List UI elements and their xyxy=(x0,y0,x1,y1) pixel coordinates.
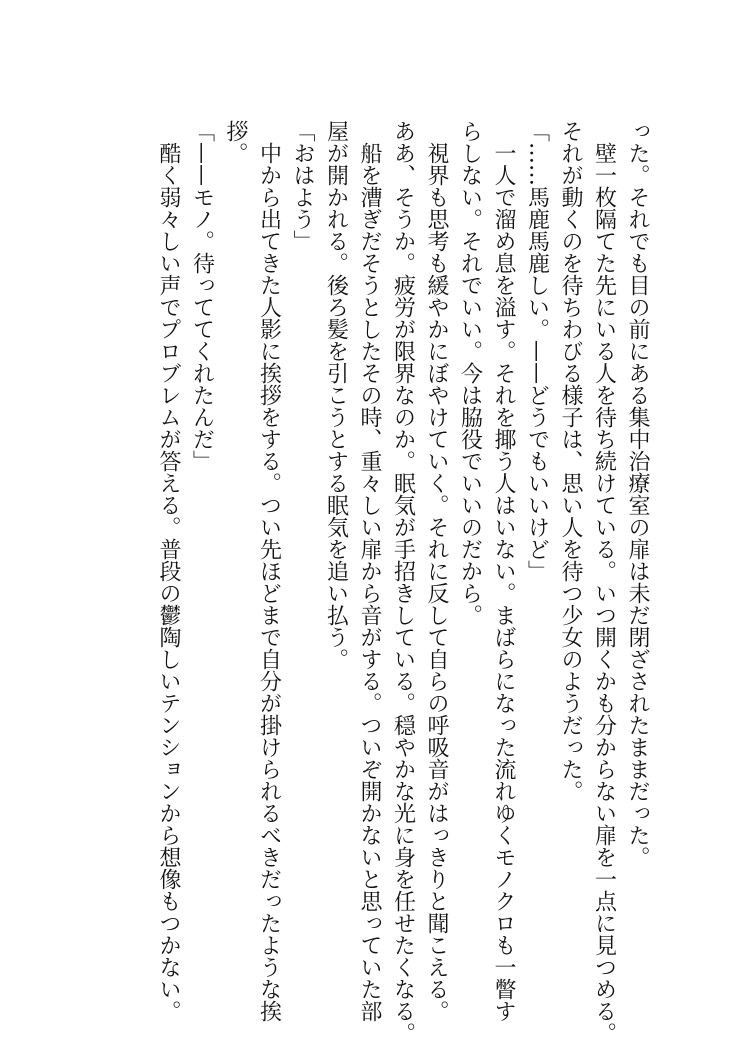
text-line: 視界も思考も緩やかにぼやけていく。それに反して自らの呼吸音がはっきりと聞こえる。 xyxy=(424,120,449,1022)
text-line: 「——モノ。待っててくれたんだ」 xyxy=(189,120,215,472)
text-line: 「おはよう」 xyxy=(290,120,315,252)
text-line: 中から出てきた人影に挨拶をする。つい先ほどまで自分が掛けられるべきだったような挨 xyxy=(256,120,282,1022)
text-line: った。それでも目の前にある集中治療室の扉は未だ閉ざされたままだった。 xyxy=(625,120,650,868)
text-line: ああ、そうか。疲労が限界なのか。眠気が手招きしている。穏やかな光に身を任せたくなる。 xyxy=(390,120,416,1044)
text-line: らしない。それでいい。今は脇役でいいのだから。 xyxy=(457,120,483,626)
text-line: 屋が開かれる。後ろ髪を引こうとする眠気を追い払う。 xyxy=(323,120,349,670)
text-line: 一人で溜め息を溢す。それを揶う人はいない。まばらになった流れゆくモノクロも一瞥す xyxy=(491,120,516,1022)
text-line: 酷く弱々しい声でプロブレムが答える。普段の鬱陶しいテンションから想像もつかない。 xyxy=(156,120,181,1022)
vertical-text-body xyxy=(152,120,655,1044)
text-line: 壁一枚隔てた先にいる人を待ち続けている。いつ開くかも分からない扉を一点に見つめる。 xyxy=(591,120,617,1044)
text-line: それが動くのを待ちわびる様子は、思い人を待つ少女のようだった。 xyxy=(558,120,583,802)
text-line: 拶。 xyxy=(223,120,248,164)
text-line: 「……馬鹿馬鹿しい。——どうでもいいけど」 xyxy=(524,120,550,582)
text-line: 船を漕ぎだそうとしたその時、重々しい扉から音がする。ついぞ開かないと思っていた部 xyxy=(357,120,382,1022)
